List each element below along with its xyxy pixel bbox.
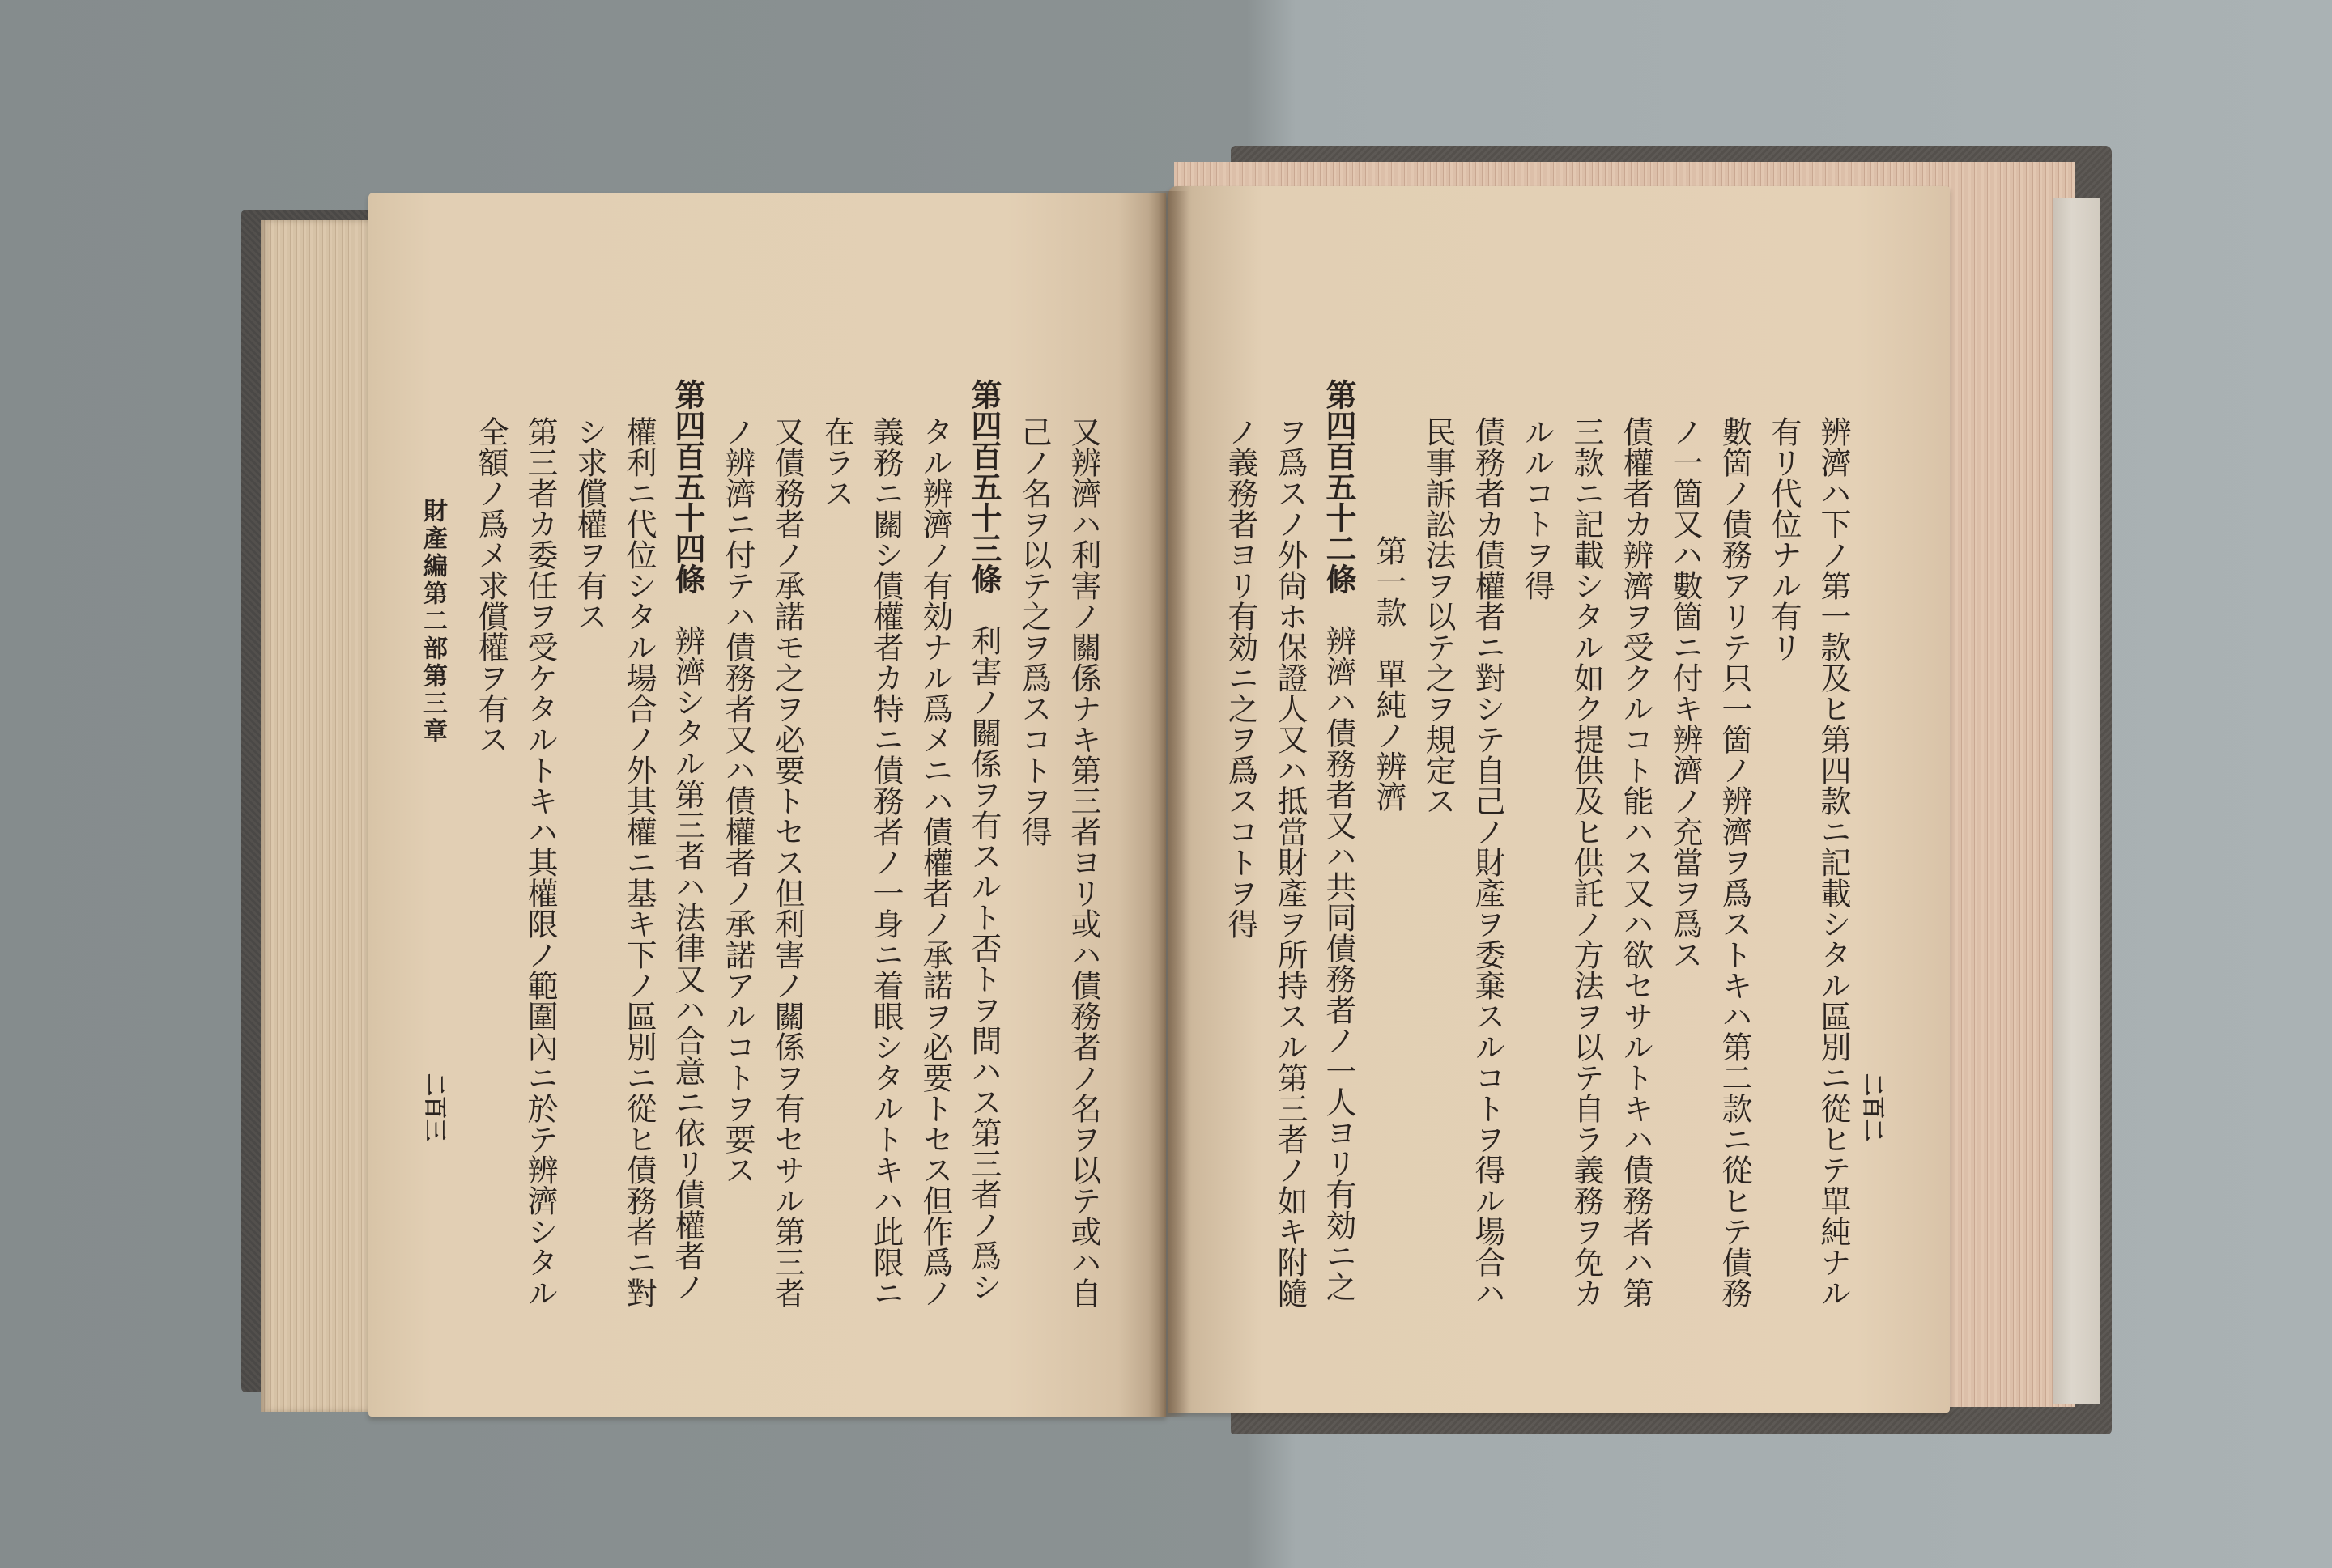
article-text: 辨濟シタル第三者ハ法律又ハ合意ニ依リ債權者ノ	[670, 625, 705, 1302]
text-column: ノ義務者ヨリ有効ニ之ヲ爲スコトヲ得	[1223, 416, 1258, 939]
text-column: ノ辨濟ニ付テハ債務者又ハ債權者ノ承諾アルコトヲ要ス	[720, 416, 755, 1185]
page-number: 二百三	[422, 1073, 449, 1142]
text-column: 債務者カ債權者ニ對シテ自己ノ財產ヲ委棄スルコトヲ得ル場合ハ	[1470, 416, 1505, 1308]
running-head: 財產編第二部第三章	[419, 498, 447, 746]
text-column: 數箇ノ債務アリテ只一箇ノ辨濟ヲ爲ストキハ第二款ニ從ヒテ債務	[1717, 416, 1752, 1308]
article-number: 第四百五十二條	[1321, 379, 1357, 594]
text-column: タル辨濟ノ有効ナル爲メニハ債權者ノ承諾ヲ必要トセス但作爲ノ	[917, 416, 953, 1308]
text-column: シ求償權ヲ有ス	[572, 416, 607, 631]
text-column: 權利ニ代位シタル場合ノ外其權ニ基キ下ノ區別ニ從ヒ債務者ニ對	[621, 416, 657, 1308]
book-gutter	[1148, 191, 1189, 1417]
left-page-edges	[261, 220, 374, 1412]
text-column: 又債務者ノ承諾モ之ヲ必要トセス但利害ノ關係ヲ有セサル第三者	[769, 416, 805, 1308]
text-column: 辨濟ハ下ノ第一款及ヒ第四款ニ記載シタル區別ニ從ヒテ單純ナル	[1815, 416, 1851, 1308]
text-column: 在ラス	[819, 416, 854, 508]
endpaper-strip	[2053, 198, 2100, 1404]
article-column	[1314, 379, 1364, 1350]
right-page-text	[1215, 379, 1858, 1383]
text-column: 債權者カ辨濟ヲ受クルコト能ハス又ハ欲セサルトキハ債務者ハ第	[1618, 416, 1653, 1308]
text-column: 民事訴訟法ヲ以テ之ヲ規定ス	[1420, 416, 1456, 816]
text-column: 全額ノ爲メ求償權ヲ有ス	[473, 416, 509, 754]
article-column	[663, 379, 713, 1350]
text-column: ルルコトヲ得	[1519, 416, 1555, 601]
section-heading: 第一款 單純ノ辨濟	[1371, 535, 1406, 812]
text-column: 第三者カ委任ヲ受ケタルトキハ其權限ノ範圍內ニ於テ辨濟シタル	[522, 416, 558, 1308]
article-column	[960, 379, 1009, 1350]
text-column: ヲ爲スノ外尙ホ保證人又ハ抵當財產ヲ所持スル第三者ノ如キ附隨	[1272, 416, 1308, 1308]
text-column: 己ノ名ヲ以テ之ヲ爲スコトヲ得	[1016, 416, 1052, 847]
page-number: 二百二	[1860, 1073, 1887, 1142]
text-column: 三款ニ記載シタル如ク提供及ヒ供託ノ方法ヲ以テ自ラ義務ヲ免カ	[1568, 416, 1604, 1308]
article-number: 第四百五十四條	[670, 379, 706, 594]
text-column: 義務ニ關シ債權者カ特ニ債務者ノ一身ニ着眼シタルトキハ此限ニ	[868, 416, 904, 1308]
article-text: 辨濟ハ債務者又ハ共同債務者ノ一人ヨリ有効ニ之	[1321, 625, 1356, 1302]
text-column: ノ一箇又ハ數箇ニ付キ辨濟ノ充當ヲ爲ス	[1667, 416, 1703, 970]
text-column: 有リ代位ナル有リ	[1766, 416, 1802, 662]
article-number: 第四百五十三條	[966, 379, 1002, 594]
article-text: 利害ノ關係ヲ有スルト否トヲ問ハス第三者ノ爲シ	[966, 625, 1002, 1302]
left-page-text	[466, 379, 1108, 1383]
text-column: 又辨濟ハ利害ノ關係ナキ第三者ヨリ或ハ債務者ノ名ヲ以テ或ハ自	[1066, 416, 1101, 1308]
